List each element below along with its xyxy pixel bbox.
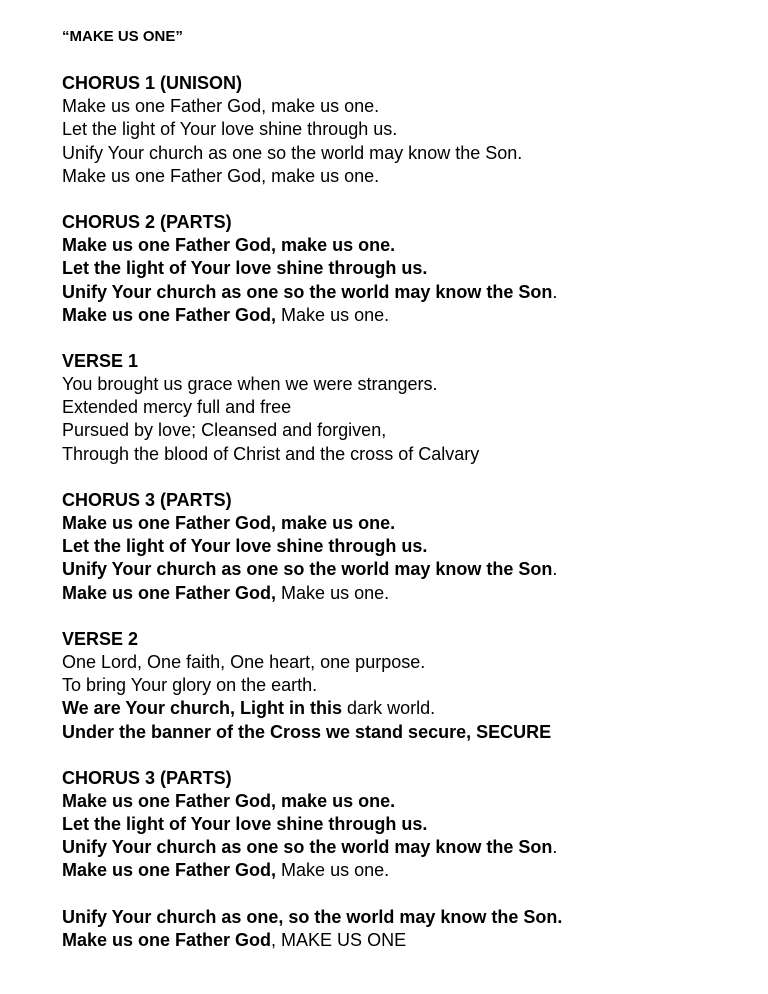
section-heading: CHORUS 3 (PARTS) [62, 767, 232, 788]
section-heading: CHORUS 3 (PARTS) [62, 489, 232, 510]
lyric-bold-part: Make us one Father God, [62, 860, 277, 881]
lyric-bold-part: Unify Your church as one so the world may know the Son [62, 837, 553, 858]
lyric-line [62, 281, 752, 304]
lyric-plain-part: . [552, 837, 558, 858]
section-heading: VERSE 2 [62, 628, 139, 649]
lyric-line: Let the light of Your love shine through us. [62, 119, 398, 140]
lyric-line: Under the banner of the Cross we stand secure, SECURE [62, 721, 552, 742]
lyric-line [62, 582, 752, 605]
chorus-3-section [62, 489, 752, 605]
lyric-line: You brought us grace when we were strangers. [62, 374, 438, 395]
lyrics-page [62, 26, 752, 975]
chorus-3-repeat-section [62, 767, 752, 883]
lyric-plain-part: Make us one. [276, 860, 390, 881]
lyric-line: Make us one Father God, make us one. [62, 235, 396, 256]
lyric-bold-part: Make us one Father God, [62, 304, 277, 325]
lyric-plain-part: . [552, 281, 558, 302]
lyric-bold-part: Make us one Father God [62, 929, 272, 950]
lyric-line [62, 836, 752, 859]
lyric-line [62, 929, 752, 952]
lyric-line: Through the blood of Christ and the cross of Calvary [62, 443, 480, 464]
lyric-plain-part: , MAKE US ONE [271, 929, 407, 950]
lyric-line [62, 859, 752, 882]
ending-section [62, 906, 752, 952]
lyric-bold-part: Unify Your church as one so the world may know the Son [62, 559, 553, 580]
lyric-plain-part: . [552, 559, 558, 580]
lyric-line: Unify Your church as one so the world may know the Son. [62, 142, 523, 163]
lyric-line: Let the light of Your love shine through us. [62, 814, 428, 835]
lyric-line: Extended mercy full and free [62, 397, 292, 418]
lyric-bold-part: Make us one Father God, [62, 582, 277, 603]
lyric-line: Make us one Father God, make us one. [62, 165, 380, 186]
verse-2-section [62, 628, 752, 744]
lyric-plain-part: Make us one. [276, 582, 390, 603]
section-heading: VERSE 1 [62, 350, 139, 371]
lyric-bold-part: We are Your church, Light in this [62, 698, 343, 719]
lyric-line: Make us one Father God, make us one. [62, 96, 380, 117]
lyric-plain-part: dark world. [342, 698, 436, 719]
chorus-1-section [62, 72, 752, 188]
section-heading: CHORUS 1 (UNISON) [62, 73, 243, 93]
lyric-line: Make us one Father God, make us one. [62, 790, 396, 811]
section-heading: CHORUS 2 (PARTS) [62, 211, 232, 232]
verse-1-section [62, 350, 752, 466]
lyric-line [62, 697, 752, 720]
lyric-line: Pursued by love; Cleansed and forgiven, [62, 420, 387, 441]
lyric-line: To bring Your glory on the earth. [62, 675, 318, 696]
lyric-plain-part: Make us one. [276, 304, 390, 325]
lyric-line: Let the light of Your love shine through us. [62, 536, 428, 557]
lyric-bold-part: Unify Your church as one so the world may know the Son [62, 281, 553, 302]
lyric-line [62, 558, 752, 581]
lyric-line: One Lord, One faith, One heart, one purpose. [62, 651, 426, 672]
chorus-2-section [62, 211, 752, 327]
lyric-line: Let the light of Your love shine through us. [62, 258, 428, 279]
song-title: “MAKE US ONE” [62, 28, 183, 45]
lyric-line [62, 304, 752, 327]
lyric-line: Unify Your church as one, so the world may know the Son. [62, 906, 563, 927]
lyric-line: Make us one Father God, make us one. [62, 513, 396, 533]
